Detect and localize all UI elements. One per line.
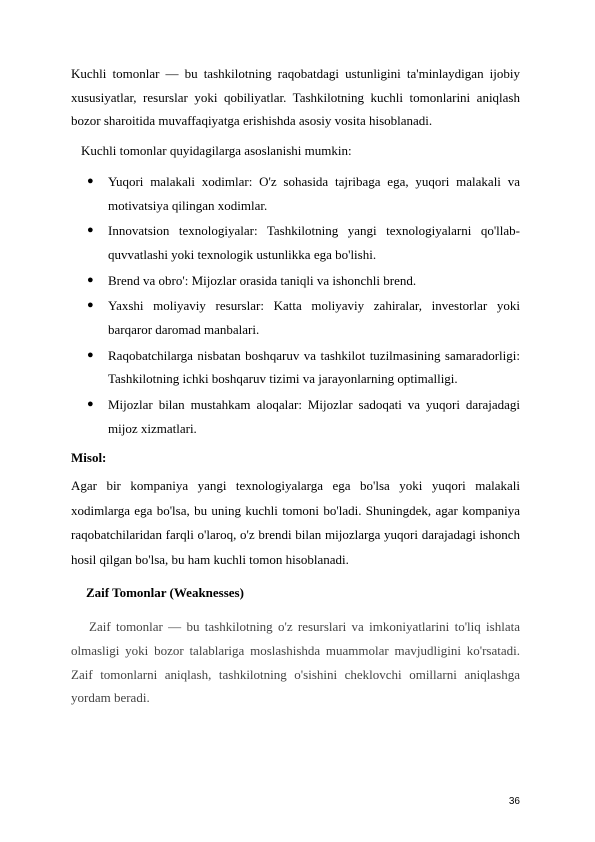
list-item xyxy=(71,219,520,266)
list-item xyxy=(71,393,520,440)
lead-in-text: Kuchli tomonlar quyidagilarga asoslanishi mumkin: xyxy=(81,143,352,159)
page-number: 36 xyxy=(508,796,520,807)
bullet-icon: ● xyxy=(87,174,94,187)
example-paragraph: Agar bir kompaniya yangi texnologiyalarga ega bo'lsa yoki yuqori malakali xodimlarga ega bo'lsa, bu uning kuchli tomoni bo'ladi. Shuningdek, agar kompaniya raqobatchilaridan farqli o'laroq, o'z brendi bilan mijozlarga yuqori darajadagi ishonch hosil qilgan bo'lsa, bu ham kuchli tomon hisoblanadi. xyxy=(71,478,520,568)
list-item-text: Brend va obro': Mijozlar orasida taniqli va ishonchli brend. xyxy=(108,272,417,288)
list-item-text: Mijozlar bilan mustahkam aloqalar: Mijozlar sadoqati va yuqori darajadagi mijoz xizmatlari. xyxy=(108,397,520,436)
bullet-icon: ● xyxy=(87,299,94,312)
list-item xyxy=(71,344,520,391)
list-item xyxy=(71,269,520,293)
list-item-text: Yuqori malakali xodimlar: O'z sohasida tajribaga ega, yuqori malakali va motivatsiya qilingan xodimlar. xyxy=(108,173,520,213)
example-heading: Misol: xyxy=(71,449,107,465)
intro-paragraph: Kuchli tomonlar — bu tashkilotning raqobatdagi ustunligini ta'minlaydigan ijobiy xususiyatlar, resurslar yoki qobiliyatlar. Tashkilotning kuchli tomonlarini aniqlash bozor sharoitida muvaffaqiyatga erishishda asosiy vosita hisoblanadi. xyxy=(71,66,520,129)
document-page xyxy=(71,62,520,710)
weaknesses-paragraph: Zaif tomonlar — bu tashkilotning o'z resurslari va imkoniyatlarini to'liq ishlata olmasligi yoki bozor talablariga moslashishda muammolar mavjudligini ko'rsatadi. Zaif tomonlarni aniqlash, tashkilotning o'sishini cheklovchi omillarni aniqlashga yordam beradi. xyxy=(71,619,520,706)
list-item-text: Yaxshi moliyaviy resurslar: Katta moliyaviy zahiralar, investorlar yoki barqaror daromad manbalari. xyxy=(108,298,520,338)
list-item-text: Innovatsion texnologiyalar: Tashkilotning yangi texnologiyalarni qo'llab-quvvatlashi yoki texnologik ustunlikka ega bo'lishi. xyxy=(108,223,520,262)
weaknesses-heading: Zaif Tomonlar (Weaknesses) xyxy=(86,584,244,600)
list-item-text: Raqobatchilarga nisbatan boshqaruv va tashkilot tuzilmasining samaradorligi: Tashkilotning ichki boshqaruv tizimi va jarayonlarning optimalligi. xyxy=(108,347,520,387)
bullet-icon: ● xyxy=(87,348,94,361)
bullet-icon: ● xyxy=(87,224,94,237)
bullet-icon: ● xyxy=(87,273,94,286)
list-item xyxy=(71,294,520,341)
list-item xyxy=(71,170,520,217)
bullet-icon: ● xyxy=(87,398,94,411)
strengths-list xyxy=(71,170,520,441)
